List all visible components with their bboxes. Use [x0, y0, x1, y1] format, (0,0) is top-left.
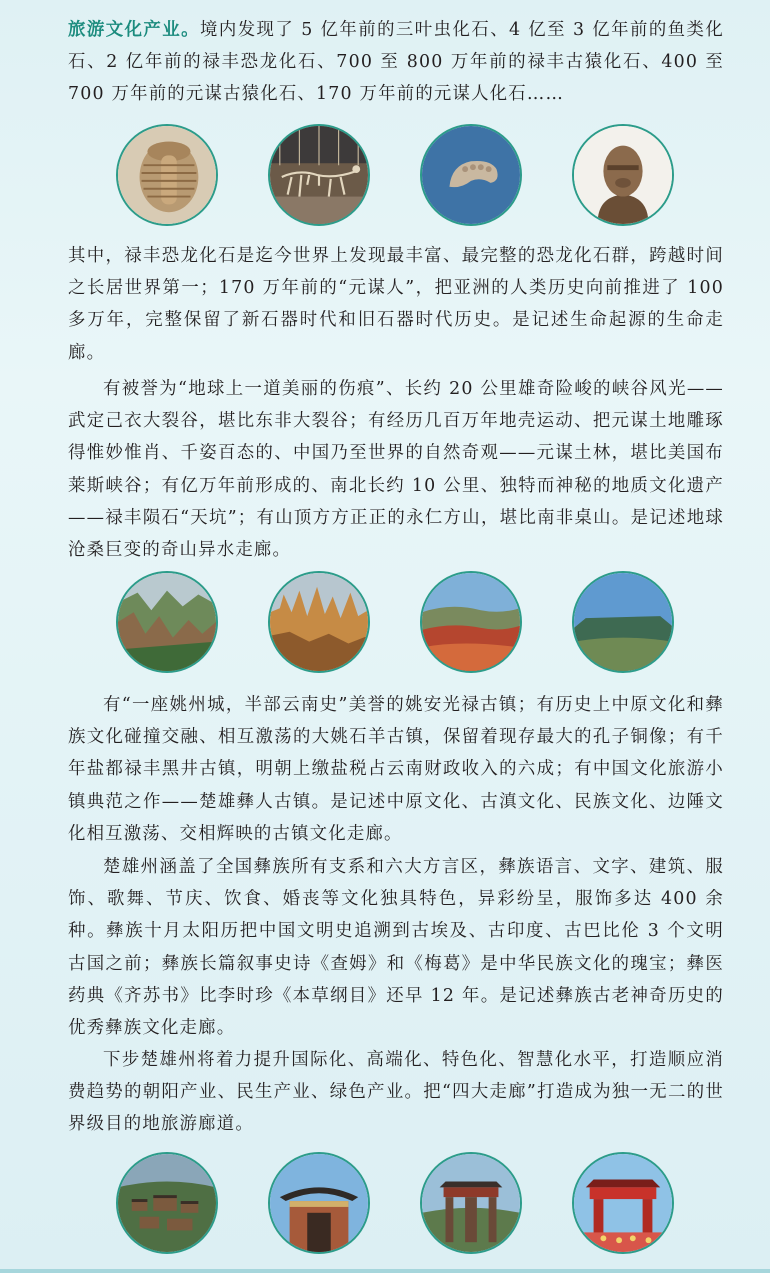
archway-photo: [420, 1152, 522, 1254]
life-corridor-paragraph: 其中，禄丰恐龙化石是迄今世界上发现最丰富、最完整的恐龙化石群，跨越时间之长居世界第一；170 万年前的“元谋人”，把亚洲的人类历史向前推进了 100 多万年，完整保留了新石器时代和旧石器时代历史。是记述生命起源的生命走廊。: [68, 246, 724, 363]
town-gate-photo: [268, 1152, 370, 1254]
intro-text: 境内发现了 5 亿年前的三叶虫化石、4 亿至 3 亿年前的鱼类化石、2 亿年前的禄丰恐龙化石、700 至 800 万年前的禄丰古猿化石、400 至 700 万年前的元谋古猿化石、170 万年前的元谋人化石……: [68, 20, 724, 105]
red-land-photo: [420, 571, 522, 673]
town-corridor-paragraph: 有“一座姚州城，半部云南史”美誉的姚安光禄古镇；有历史上中原文化和彝族文化碰撞交融、相互激荡的大姚石羊古镇，保留着现存最大的孔子铜像；有千年盐都禄丰黑井古镇，明朝上缴盐税占云南财政收入的六成；有中国文化旅游小镇典范之作——楚雄彝人古镇。是记述中原文化、古滇文化、民族文化、边陲文化相互激荡、交相辉映的古镇文化走廊。: [68, 695, 724, 844]
next-steps-paragraph: 下步楚雄州将着力提升国际化、高端化、特色化、智慧化水平，打造顺应消费趋势的朝阳产业、民生产业、绿色产业。把“四大走廊”打造成为独一无二的世界级目的地旅游廊道。: [68, 1050, 724, 1135]
town-photo-row: [116, 1152, 676, 1256]
earth-forest-photo: [268, 571, 370, 673]
yi-town-gate-photo: [572, 1152, 674, 1254]
canyon-cliffs-photo: [116, 571, 218, 673]
ape-jaw-fossil-photo: [420, 124, 522, 226]
fossil-photo-row: [116, 124, 676, 228]
landscape-corridor-paragraph: 有被誉为“地球上一道美丽的伤痕”、长约 20 公里雄奇险峻的峡谷风光——武定己衣大裂谷，堪比东非大裂谷；有经历几百万年地壳运动、把元谋土地雕琢得惟妙惟肖、千姿百态的、中国乃至世界的自然奇观——元谋土林，堪比美国布莱斯峡谷；有亿万年前形成的、南北长约 10 公里、独特而神秘的地质文化遗产——禄丰陨石“天坑”；有山顶方方正正的永仁方山，堪比南非桌山。是记述地球沧桑巨变的奇山异水走廊。: [68, 379, 724, 561]
yuanmou-man-bust-photo: [572, 124, 674, 226]
ancient-town-aerial-photo: [116, 1152, 218, 1254]
intro-paragraph: [68, 14, 724, 111]
section-lead: 旅游文化产业。: [68, 20, 200, 40]
landscape-photo-row: [116, 571, 676, 675]
trilobite-fossil-photo: [116, 124, 218, 226]
table-mountain-photo: [572, 571, 674, 673]
bottom-rule: [0, 1269, 770, 1273]
dinosaur-skeleton-photo: [268, 124, 370, 226]
yi-culture-paragraph: 楚雄州涵盖了全国彝族所有支系和六大方言区，彝族语言、文字、建筑、服饰、歌舞、节庆、饮食、婚丧等文化独具特色，异彩纷呈，服饰多达 400 余种。彝族十月太阳历把中国文明史追溯到古埃及、古印度、古巴比伦 3 个文明古国之前；彝族长篇叙事史诗《查姆》和《梅葛》是中华民族文化的瑰宝；彝医药典《齐苏书》比李时珍《本草纲目》还早 12 年。是记述彝族古老神奇历史的优秀彝族文化走廊。: [68, 857, 724, 1039]
